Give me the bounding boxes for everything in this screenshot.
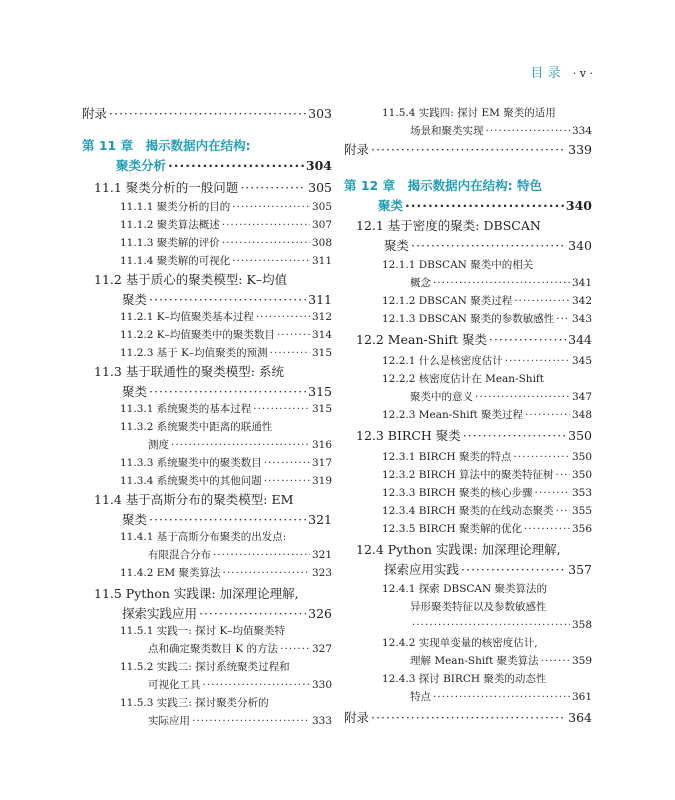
- toc-entry-title: 聚类分析: [116, 158, 167, 173]
- dot-leader: [524, 520, 570, 538]
- toc-page-number: 333: [311, 715, 332, 727]
- toc-entry[interactable]: [82, 216, 332, 234]
- header-title: 目 录: [530, 66, 561, 81]
- toc-entry[interactable]: [344, 104, 592, 140]
- dot-leader: [240, 178, 306, 198]
- dot-leader: [371, 708, 566, 728]
- toc-entry-title: 探索应用实践: [384, 562, 460, 577]
- dot-leader: [489, 330, 566, 350]
- toc-entry-title: 11.1.3 聚类解的评价: [120, 237, 220, 249]
- dot-leader: [461, 560, 566, 580]
- dot-leader: [149, 510, 306, 530]
- toc-page-number: 344: [568, 332, 592, 347]
- toc-page-number: 355: [571, 505, 592, 517]
- toc-entry-title-line: 11.2 基于质心的聚类模型: K–均值: [94, 272, 288, 287]
- dot-leader: [199, 604, 306, 624]
- dot-leader: [223, 564, 310, 582]
- dot-leader: [277, 326, 310, 344]
- toc-entry-title: 12.3.1 BIRCH 聚类的特点: [382, 451, 512, 463]
- dot-leader: [541, 652, 570, 670]
- toc-entry[interactable]: [82, 658, 332, 694]
- toc-page-number: 312: [311, 311, 332, 323]
- running-header: [531, 62, 593, 81]
- toc-entry-title-line: 12.4 Python 实践课: 加深理论理解,: [356, 542, 561, 557]
- toc-page-number: 358: [571, 619, 592, 631]
- toc-entry[interactable]: [82, 326, 332, 344]
- toc-entry-title-line: 第 11 章 揭示数据内在结构:: [82, 138, 251, 153]
- dot-leader: [253, 400, 310, 418]
- toc-entry-title: 12.3.3 BIRCH 聚类的核心步骤: [382, 487, 533, 499]
- toc-entry-title: 聚类: [122, 384, 148, 399]
- toc-entry-title-line: 第 12 章 揭示数据内在结构: 特色: [344, 178, 542, 193]
- dot-leader: [556, 502, 570, 520]
- toc-entry-title: 11.2.3 基于 K–均值聚类的预测: [120, 347, 268, 359]
- dot-leader: [412, 616, 570, 634]
- dot-leader: [232, 198, 310, 216]
- toc-page-number: 340: [565, 198, 592, 213]
- toc-entry-title: 11.1 聚类分析的一般问题: [94, 180, 239, 195]
- toc-entry[interactable]: [344, 670, 592, 706]
- toc-entry-title: 聚类: [122, 292, 148, 307]
- toc-entry[interactable]: [82, 400, 332, 418]
- toc-entry[interactable]: [344, 466, 592, 484]
- toc-entry-title: 12.3 BIRCH 聚类: [356, 428, 461, 443]
- toc-entry[interactable]: [82, 104, 332, 124]
- toc-page-number: 315: [311, 403, 332, 415]
- toc-entry-title-line: 12.2.2 核密度估计在 Mean-Shift: [382, 373, 545, 385]
- dot-leader: [203, 676, 310, 694]
- dot-leader: [256, 308, 310, 326]
- toc-entry-title: 可视化工具: [148, 679, 201, 691]
- toc-page-number: 315: [308, 384, 332, 399]
- toc-entry[interactable]: [344, 448, 592, 466]
- dot-leader: [192, 712, 310, 730]
- toc-entry-title-line: 11.4.1 基于高斯分布聚类的出发点:: [120, 531, 287, 543]
- toc-entry-title-line: 异形聚类特征以及参数敏感性: [410, 601, 547, 613]
- toc-entry[interactable]: [344, 708, 592, 728]
- toc-page-number: 303: [308, 106, 332, 121]
- toc-entry-title: 12.1.2 DBSCAN 聚类过程: [382, 295, 513, 307]
- toc-page-number: 304: [305, 158, 332, 173]
- toc-entry-title: 实际应用: [148, 715, 190, 727]
- toc-entry[interactable]: [82, 454, 332, 472]
- toc-page-number: 321: [311, 549, 332, 561]
- toc-entry-title: 11.1.1 聚类分析的目的: [120, 201, 231, 213]
- toc-entry-title: 聚类中的意义: [410, 391, 473, 403]
- toc-entry-title-line: 12.4.2 实现单变量的核密度估计,: [382, 637, 538, 649]
- toc-entry[interactable]: [82, 528, 332, 564]
- toc-entry-title-line: 11.5.3 实践三: 探讨聚类分析的: [120, 697, 269, 709]
- toc-entry-title: 有限混合分布: [148, 549, 211, 561]
- dot-leader: [171, 436, 310, 454]
- dot-leader: [486, 122, 570, 140]
- toc-page-number: 364: [568, 710, 592, 725]
- toc-entry[interactable]: [82, 178, 332, 198]
- toc-entry-title: 12.1.3 DBSCAN 聚类的参数敏感性: [382, 313, 555, 325]
- toc-entry[interactable]: [82, 362, 332, 402]
- toc-entry[interactable]: [344, 484, 592, 502]
- toc-entry-title: 特点: [410, 691, 431, 703]
- toc-page-number: 350: [568, 428, 592, 443]
- toc-entry[interactable]: [344, 140, 592, 160]
- dot-leader: [514, 292, 570, 310]
- toc-entry-title: 附录: [82, 106, 108, 121]
- toc-page-number: 311: [308, 292, 332, 307]
- dot-leader: [280, 640, 310, 658]
- toc-page-number: 305: [311, 201, 332, 213]
- toc-entry[interactable]: [344, 370, 592, 406]
- toc-entry[interactable]: [82, 198, 332, 216]
- toc-entry-title: 12.2 Mean-Shift 聚类: [356, 332, 487, 347]
- toc-entry[interactable]: [344, 540, 592, 580]
- toc-entry[interactable]: [82, 308, 332, 326]
- toc-page-number: 327: [311, 643, 332, 655]
- toc-entry[interactable]: [344, 634, 592, 670]
- toc-entry-title: 11.1.2 聚类算法概述: [120, 219, 220, 231]
- toc-page-number: 307: [311, 219, 332, 231]
- toc-entry[interactable]: [82, 252, 332, 270]
- dot-leader: [433, 688, 570, 706]
- dot-leader: [514, 448, 570, 466]
- dot-leader: [149, 290, 306, 310]
- toc-chapter-entry[interactable]: [344, 176, 592, 216]
- toc-page-number: 319: [311, 475, 332, 487]
- toc-page-number: 317: [311, 457, 332, 469]
- toc-entry[interactable]: [344, 502, 592, 520]
- toc-page-number: 357: [568, 562, 592, 577]
- dot-leader: [213, 546, 310, 564]
- toc-entry-title: 12.3.4 BIRCH 聚类的在线动态聚类: [382, 505, 554, 517]
- toc-entry[interactable]: [344, 352, 592, 370]
- dot-leader: [371, 140, 566, 160]
- toc-entry[interactable]: [82, 490, 332, 530]
- toc-entry-title-line: 12.1 基于密度的聚类: DBSCAN: [356, 218, 541, 233]
- toc-page-number: 353: [571, 487, 592, 499]
- toc-entry-title: 12.3.2 BIRCH 算法中的聚类特征树: [382, 469, 554, 481]
- toc-page-number: 323: [311, 567, 332, 579]
- dot-leader: [222, 234, 310, 252]
- dot-leader: [475, 388, 570, 406]
- toc-page-number: 321: [308, 512, 332, 527]
- toc-entry-title: 12.2.3 Mean-Shift 聚类过程: [382, 409, 524, 421]
- toc-entry-title-line: 11.5.1 实践一: 探讨 K–均值聚类特: [120, 625, 286, 637]
- toc-entry[interactable]: [344, 292, 592, 310]
- toc-page-number: 311: [311, 255, 332, 267]
- toc-entry-title: 附录: [344, 710, 370, 725]
- toc-page-number: 314: [311, 329, 332, 341]
- toc-entry-title: 探索实践应用: [122, 606, 198, 621]
- toc-entry[interactable]: [344, 330, 592, 350]
- toc-entry[interactable]: [82, 694, 332, 730]
- toc-entry-title: 聚类: [384, 238, 410, 253]
- toc-page-number: 305: [308, 180, 332, 195]
- toc-entry-title: 12.2.1 什么是核密度估计: [382, 355, 503, 367]
- toc-entry[interactable]: [82, 622, 332, 658]
- toc-entry[interactable]: [82, 234, 332, 252]
- dot-leader: [525, 406, 570, 424]
- toc-entry-title: 11.3.3 系统聚类中的聚类数目: [120, 457, 262, 469]
- toc-page-number: 342: [571, 295, 592, 307]
- dot-leader: [505, 352, 570, 370]
- toc-entry[interactable]: [82, 418, 332, 454]
- toc-entry[interactable]: [344, 310, 592, 328]
- toc-entry[interactable]: [82, 564, 332, 582]
- toc-entry-title: 12.3.5 BIRCH 聚类解的优化: [382, 523, 523, 535]
- toc-page-number: 341: [571, 277, 592, 289]
- dot-leader: [556, 466, 570, 484]
- toc-entry-title-line: 11.5.4 实践四: 探讨 EM 聚类的适用: [382, 107, 556, 119]
- toc-page-number: 343: [571, 313, 592, 325]
- header-page-number: · v ·: [572, 67, 593, 80]
- toc-entry-title-line: 12.1.1 DBSCAN 聚类中的相关: [382, 259, 534, 271]
- toc-page-number: 359: [571, 655, 592, 667]
- dot-leader: [535, 484, 570, 502]
- toc-entry[interactable]: [344, 426, 592, 446]
- toc-page-number: 340: [568, 238, 592, 253]
- dot-leader: [405, 196, 564, 216]
- toc-entry-title-line: 12.4.1 探索 DBSCAN 聚类算法的: [382, 583, 548, 595]
- dot-leader: [264, 454, 310, 472]
- toc-page-number: 348: [571, 409, 592, 421]
- toc-chapter-entry[interactable]: [82, 136, 332, 176]
- toc-page-number: 326: [308, 606, 332, 621]
- dot-leader: [270, 344, 310, 362]
- dot-leader: [109, 104, 306, 124]
- toc-entry-title: 测度: [148, 439, 169, 451]
- toc-page-number: 347: [571, 391, 592, 403]
- toc-page-number: 308: [311, 237, 332, 249]
- toc-page-number: 339: [568, 142, 592, 157]
- toc-entry[interactable]: [82, 270, 332, 310]
- toc-entry[interactable]: [82, 472, 332, 490]
- toc-entry-title-line: 11.3.2 系统聚类中距离的联通性: [120, 421, 273, 433]
- toc-page-number: 315: [311, 347, 332, 359]
- toc-entry-title: 场景和聚类实现: [410, 125, 484, 137]
- toc-entry[interactable]: [344, 256, 592, 292]
- toc-page-number: 350: [571, 469, 592, 481]
- dot-leader: [556, 310, 570, 328]
- dot-leader: [149, 382, 306, 402]
- toc-entry-title-line: 11.5 Python 实践课: 加深理论理解,: [94, 586, 299, 601]
- toc-page-number: 356: [571, 523, 592, 535]
- dot-leader: [168, 156, 304, 176]
- toc-entry[interactable]: [344, 406, 592, 424]
- toc-page-number: 350: [571, 451, 592, 463]
- toc-entry-title: 概念: [410, 277, 431, 289]
- dot-leader: [411, 236, 566, 256]
- toc-entry-title-line: 11.5.2 实践二: 探讨系统聚类过程和: [120, 661, 290, 673]
- toc-entry-title: 附录: [344, 142, 370, 157]
- toc-entry[interactable]: [82, 344, 332, 362]
- toc-entry-title: 11.3.1 系统聚类的基本过程: [120, 403, 252, 415]
- toc-page-number: 330: [311, 679, 332, 691]
- toc-entry-title: 11.2.1 K–均值聚类基本过程: [120, 311, 254, 323]
- toc-entry-title: 聚类: [122, 512, 148, 527]
- toc-page-number: 345: [571, 355, 592, 367]
- toc-entry-title: 11.1.4 聚类解的可视化: [120, 255, 231, 267]
- toc-entry-title: 11.3.4 系统聚类中的其他问题: [120, 475, 262, 487]
- toc-entry-title: 聚类: [378, 198, 404, 213]
- toc-entry-title-line: 11.4 基于高斯分布的聚类模型: EM: [94, 492, 294, 507]
- toc-entry-title-line: 12.4.3 探讨 BIRCH 聚类的动态性: [382, 673, 547, 685]
- toc-entry-title: 点和确定聚类数目 K 的方法: [148, 643, 279, 655]
- toc-entry[interactable]: [344, 520, 592, 538]
- toc-page-number: 316: [311, 439, 332, 451]
- toc-entry-title: 11.4.2 EM 聚类算法: [120, 567, 221, 579]
- toc-entry-title: 理解 Mean-Shift 聚类算法: [410, 655, 539, 667]
- toc-page-number: 334: [571, 125, 592, 137]
- toc-page-number: 361: [571, 691, 592, 703]
- toc-entry[interactable]: [344, 580, 592, 634]
- dot-leader: [433, 274, 570, 292]
- dot-leader: [232, 252, 310, 270]
- toc-entry[interactable]: [82, 584, 332, 624]
- toc-entry[interactable]: [344, 216, 592, 256]
- toc-entry-title: 11.2.2 K–均值聚类中的聚类数目: [120, 329, 275, 341]
- dot-leader: [463, 426, 566, 446]
- toc-entry-title-line: 11.3 基于联通性的聚类模型: 系统: [94, 364, 284, 379]
- dot-leader: [222, 216, 310, 234]
- dot-leader: [264, 472, 310, 490]
